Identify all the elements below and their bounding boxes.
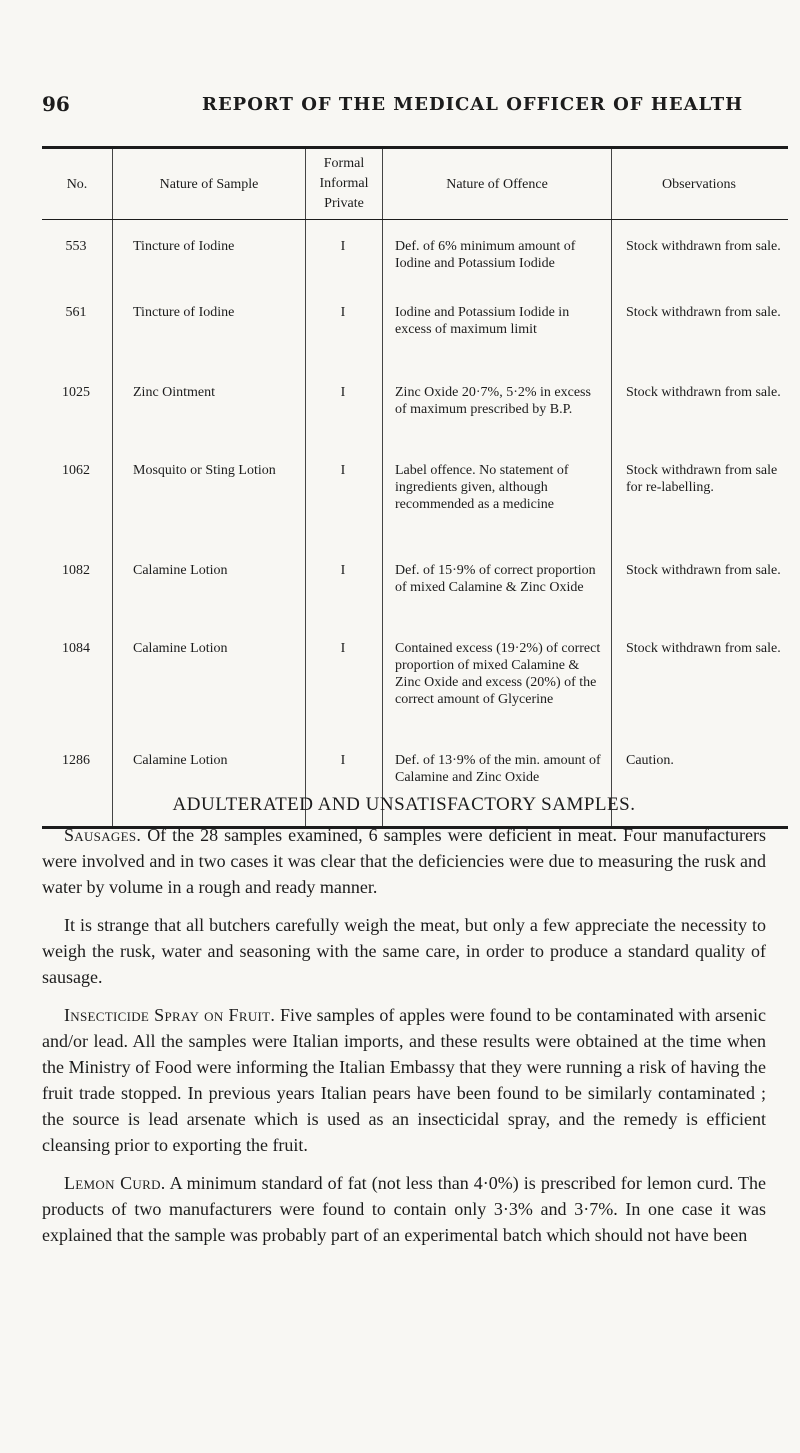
table-row <box>42 634 788 748</box>
cell-no: 1062 <box>62 462 90 478</box>
run-in-heading: Insecticide Spray on Fruit. <box>64 1005 276 1025</box>
cell-type: I <box>306 556 383 634</box>
paragraph-sausages <box>42 822 766 900</box>
paragraph-lemon-curd <box>42 1170 766 1248</box>
col-header-no: No. <box>42 148 113 220</box>
cell-observations: Stock withdrawn from sale. <box>612 634 789 748</box>
cell-offence: Contained excess (19·2%) of correct proportion of mixed Calamine & Zinc Oxide and excess (20%) of the correct amount of Glycerine <box>383 634 612 748</box>
table-row <box>42 556 788 634</box>
cell-sample: Tincture of Iodine <box>113 298 306 378</box>
run-in-heading: Lemon Curd. <box>64 1173 166 1193</box>
cell-offence: Def. of 15·9% of correct proportion of mixed Calamine & Zinc Oxide <box>383 556 612 634</box>
cell-offence: Def. of 13·9% of the min. amount of Calamine and Zinc Oxide <box>383 748 612 828</box>
table-header-row <box>42 148 788 220</box>
run-in-heading: Sausages. <box>64 825 142 845</box>
running-head: REPORT OF THE MEDICAL OFFICER OF HEALTH <box>202 94 744 115</box>
cell-no: 1084 <box>62 640 90 656</box>
col-header-offence: Nature of Offence <box>383 148 612 220</box>
cell-observations: Caution. <box>612 748 789 828</box>
cell-no: 561 <box>65 304 87 320</box>
page-number: 96 <box>42 92 70 116</box>
paragraph-butchers <box>42 912 766 990</box>
col-header-type: Formal Informal Private <box>306 148 383 220</box>
table-row <box>42 298 788 378</box>
paragraph-insecticide <box>42 1002 766 1158</box>
cell-type: I <box>306 456 383 556</box>
section-heading: ADULTERATED AND UNSATISFACTORY SAMPLES. <box>172 794 636 815</box>
cell-sample: Zinc Ointment <box>113 378 306 456</box>
cell-sample: Calamine Lotion <box>113 748 306 828</box>
cell-offence: Label offence. No statement of ingredients given, although recommended as a medicine <box>383 456 612 556</box>
page-header <box>42 92 760 122</box>
cell-type: I <box>306 220 383 298</box>
cell-type: I <box>306 634 383 748</box>
table-row <box>42 220 788 298</box>
cell-sample: Tincture of Iodine <box>113 220 306 298</box>
col-header-observations: Observations <box>612 148 789 220</box>
cell-observations: Stock withdrawn from sale. <box>612 298 789 378</box>
table-row <box>42 378 788 456</box>
cell-no: 553 <box>65 239 87 254</box>
paragraph-text: A minimum standard of fat (not less than 4·0%) is prescribed for lemon curd. The products of two manufacturers were found to contain only 3·3% and 3·7%. In one case it was explained that the sample was probably part of an experimental batch which should not have been <box>42 1173 767 1245</box>
cell-sample: Calamine Lotion <box>113 634 306 748</box>
cell-offence: Iodine and Potassium Iodide in excess of maximum limit <box>383 298 612 378</box>
cell-sample: Calamine Lotion <box>113 556 306 634</box>
cell-no: 1025 <box>62 384 90 400</box>
cell-offence: Zinc Oxide 20·7%, 5·2% in excess of maximum prescribed by B.P. <box>383 378 612 456</box>
cell-no: 1286 <box>62 752 90 768</box>
paragraph-text: Five samples of apples were found to be contaminated with arsenic and/or lead. All the samples were Italian imports, and these results were obtained at the time when the Ministry of Food were informing the Italian Embassy that they were running a risk of having the fruit trade stopped. In previous years Italian pears have been found to be similarly contaminated ; the source is lead arsenate which is used as an insecticidal spray, and the remedy is efficient cleansing prior to exporting the fruit. <box>42 1005 767 1155</box>
cell-type: I <box>306 378 383 456</box>
cell-sample: Mosquito or Sting Lotion <box>113 456 306 556</box>
paragraph-text: It is strange that all butchers carefully weigh the meat, but only a few appreciate the necessity to weigh the rusk, water and seasoning with the same care, in order to produce a standard quality of sausage. <box>42 915 766 987</box>
col-header-sample: Nature of Sample <box>113 148 306 220</box>
cell-type: I <box>306 748 383 828</box>
cell-observations: Stock withdrawn from sale. <box>612 556 789 634</box>
cell-offence: Def. of 6% minimum amount of Iodine and Potassium Iodide <box>383 220 612 298</box>
samples-table <box>42 146 788 829</box>
paragraph-text: Of the 28 samples examined, 6 samples were deficient in meat. Four manufacturers were involved and in two cases it was clear that the deficiencies were due to measuring the rusk and water by volume in a rough and ready manner. <box>42 825 767 897</box>
cell-observations: Stock withdrawn from sale. <box>612 220 789 298</box>
cell-observations: Stock withdrawn from sale. <box>612 378 789 456</box>
cell-no: 1082 <box>62 562 90 578</box>
body-text <box>42 792 766 1260</box>
cell-type: I <box>306 298 383 378</box>
cell-observations: Stock withdrawn from sale for re-labelling. <box>612 456 789 556</box>
table-row <box>42 456 788 556</box>
